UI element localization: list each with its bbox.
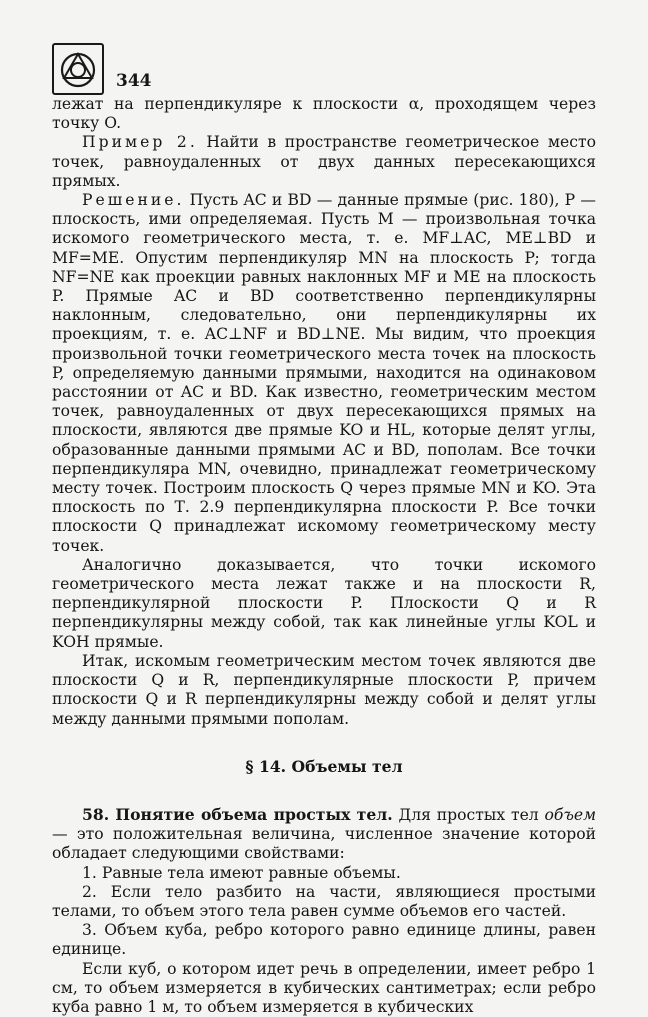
solution-label: Решение. <box>82 191 185 210</box>
definition-text-b: — это положительная величина, численное значение которой обладает следующими свойствами: <box>52 825 596 863</box>
paragraph-volume-definition <box>52 805 596 864</box>
example-text: Найти в пространстве геометрическое место точек, равноудаленных от двух данных пересекающихся прямых. <box>52 133 596 190</box>
paragraph-solution <box>52 191 596 556</box>
paragraph-conclusion: Итак, искомым геометрическим местом точек являются две плоскости Q и R, перпендикулярные плоскости P, причем плоскости Q и R перпендикулярны между собой и делят углы между данными прямыми пополам. <box>52 651 596 728</box>
defined-term: объем <box>544 805 597 824</box>
definition-text-a: Для простых тел <box>392 805 545 824</box>
property-3: 3. Объем куба, ребро которого равно единице длины, равен единице. <box>52 921 596 959</box>
triangle-circle-emblem-icon <box>52 43 104 95</box>
page-body <box>52 95 596 1017</box>
section-heading: § 14. Объемы тел <box>245 756 403 776</box>
property-1: 1. Равные тела имеют равные объемы. <box>82 863 401 882</box>
paragraph-example <box>52 133 596 191</box>
paragraph-intro: лежат на перпендикуляре к плоскости α, проходящем через точку O. <box>52 95 596 133</box>
paragraph-cube-units: Если куб, о котором идет речь в определении, имеет ребро 1 см, то объем измеряется в кубических сантиметрах; если ребро куба равно 1 м, то объем измеряется в кубических <box>52 959 596 1016</box>
solution-text: Пусть AC и BD — данные прямые (рис. 180), P — плоскость, ими определяемая. Пусть M — произвольная точка искомого геометрического места, т. е. MF⊥AC, ME⊥BD и MF=ME. Опустим перпендикуляр MN на плоскость P; тогда NF=NE как проекции равных наклонных MF и ME на плоскость P. Прямые AC и BD соответственно перпендикулярны наклонным, следовательно, они перпендикулярны их проекциям, т. е. AC⊥NF и BD⊥NE. Мы видим, что проекция произвольной точки геометрического места точек на плоскость P, определяемую данными прямыми, находится на одинаковом расстоянии от AC и BD. Как известно, геометрическим местом точек, равноудаленных от двух пересекающихся прямых на плоскости, являются две прямые KO и HL, которые делят углы, образованные данными прямыми AC и BD, пополам. Все точки перпендикуляра MN, очевидно, принадлежат геометрическому месту точек. Построим плоскость Q через прямые MN и KO. Эта плоскость по Т. 2.9 перпендикулярна плоскости P. Все точки плоскости Q принадлежат искомому геометрическому месту точек. <box>52 191 596 555</box>
subsection-title: 58. Понятие объема простых тел. <box>82 804 393 824</box>
property-2: 2. Если тело разбито на части, являющиеся простыми телами, то объем этого тела равен сумме объемов его частей. <box>52 882 596 920</box>
example-label: Пример 2. <box>82 133 198 152</box>
paragraph-analogous: Аналогично доказывается, что точки искомого геометрического места лежат также и на плоскости R, перпендикулярной плоскости P. Плоскости Q и R перпендикулярны между собой, так как линейные углы KOL и KOH прямые. <box>52 555 596 651</box>
page-number: 344 <box>116 71 152 91</box>
